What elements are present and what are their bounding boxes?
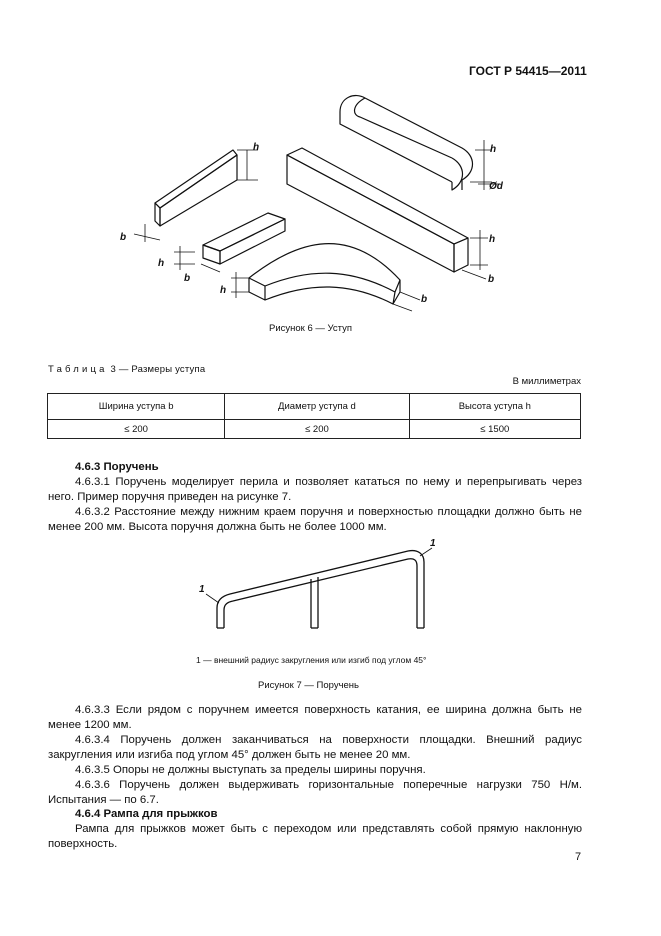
table-row bbox=[48, 420, 581, 439]
figure-7-legend: 1 — внешний радиус закругления или изгиб под углом 45° bbox=[196, 655, 427, 665]
table-3-units: В миллиметрах bbox=[512, 376, 581, 387]
standard-header: ГОСТ Р 54415—2011 bbox=[469, 64, 587, 78]
header-width: Ширина уступа b bbox=[48, 394, 225, 420]
header-height: Высота уступа h bbox=[409, 394, 580, 420]
flat-block-shape bbox=[203, 213, 285, 264]
fig7-marker-left: 1 bbox=[199, 584, 205, 595]
fig7-marker-right: 1 bbox=[430, 538, 436, 549]
long-bar-shape bbox=[287, 148, 468, 272]
cell-diameter: ≤ 200 bbox=[225, 420, 409, 439]
fig6-label-h2: h bbox=[158, 258, 165, 269]
figure-7-caption: Рисунок 7 — Поручень bbox=[258, 680, 359, 691]
half-round-bar-shape bbox=[340, 96, 473, 190]
table-header-row bbox=[48, 394, 581, 420]
fig6-label-d: Ød bbox=[489, 181, 503, 192]
fig6-label-b4: b bbox=[488, 274, 495, 285]
figure-6-drawing bbox=[0, 0, 661, 320]
paragraph-4-6-4: Рампа для прыжков может быть с переходом или представлять собой прямую наклонную поверхность. bbox=[48, 823, 582, 850]
fig6-label-b3: b bbox=[421, 294, 428, 305]
fig6-label-b2: b bbox=[184, 273, 191, 284]
figure-7-drawing bbox=[0, 530, 661, 640]
table-3-title: Таблица 3 — Размеры уступа bbox=[48, 364, 206, 375]
table-3 bbox=[47, 393, 581, 439]
fig6-label-h5: h bbox=[489, 234, 496, 245]
fig6-label-b1: b bbox=[120, 232, 127, 243]
paragraph-4-6-3-6: 4.6.3.6 Поручень должен выдерживать горизонтальные поперечные нагрузки 750 Н/м. Испытания — по 6.7. bbox=[48, 779, 582, 806]
curved-block-shape bbox=[249, 244, 400, 304]
figure-6-caption: Рисунок 6 — Уступ bbox=[269, 323, 353, 334]
cell-height: ≤ 1500 bbox=[409, 420, 580, 439]
paragraph-4-6-3-2: 4.6.3.2 Расстояние между нижним краем поручня и поверхностью площадки должно быть не менее 200 мм. Высота поручня должна быть не более 1000 мм. bbox=[48, 506, 582, 533]
cell-width: ≤ 200 bbox=[48, 420, 225, 439]
fig6-label-h4: h bbox=[490, 144, 497, 155]
page-number: 7 bbox=[575, 851, 582, 863]
section-4-6-4-heading: 4.6.4 Рампа для прыжков bbox=[75, 808, 218, 820]
wedge-step-shape bbox=[155, 150, 237, 226]
paragraph-4-6-3-1: 4.6.3.1 Поручень моделирует перила и позволяет кататься по нему и перепрыгивать через него. Пример поручня приведен на рисунке 7. bbox=[48, 476, 582, 503]
paragraph-4-6-3-5: 4.6.3.5 Опоры не должны выступать за пределы ширины поручня. bbox=[75, 764, 426, 776]
section-4-6-3-heading: 4.6.3 Поручень bbox=[75, 461, 159, 473]
paragraph-4-6-3-4: 4.6.3.4 Поручень должен заканчиваться на поверхности площадки. Внешний радиус закругления или изгиба под углом 45° должен быть не менее 20 мм. bbox=[48, 734, 582, 761]
header-diameter: Диаметр уступа d bbox=[225, 394, 409, 420]
fig6-label-h3: h bbox=[220, 285, 227, 296]
paragraph-4-6-3-3: 4.6.3.3 Если рядом с поручнем имеется поверхность катания, ее ширина должна быть не менее 1200 мм. bbox=[48, 704, 582, 731]
fig6-label-h1: h bbox=[253, 142, 260, 153]
